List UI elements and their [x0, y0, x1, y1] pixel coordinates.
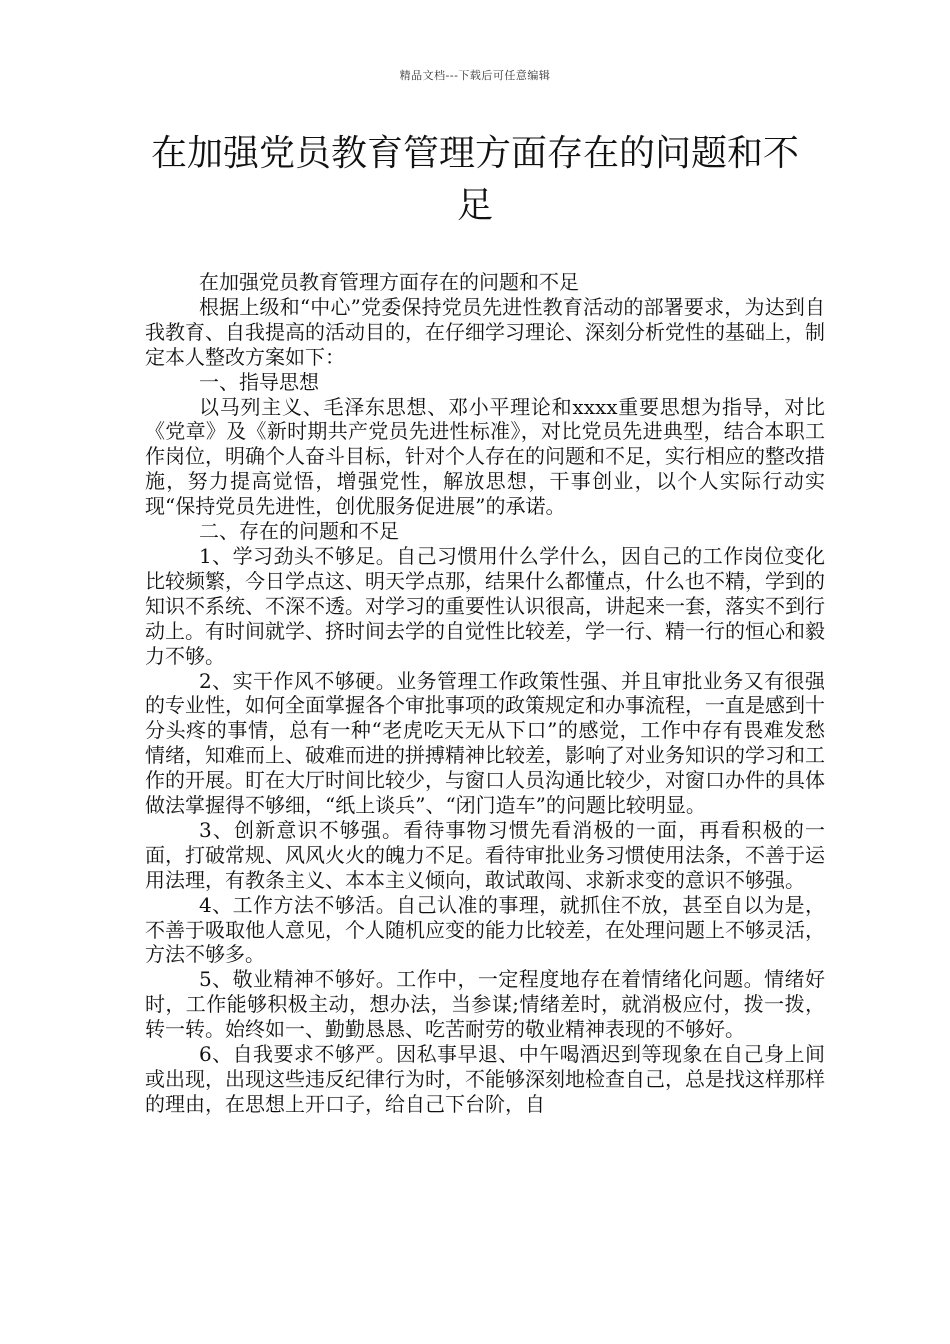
paragraph-intro: 根据上级和“中心”党委保持党员先进性教育活动的部署要求，为达到自我教育、自我提高的活动目的，在仔细学习理论、深刻分析党性的基础上，制定本人整改方案如下：	[145, 294, 825, 369]
paragraph-problem-5: 5、敬业精神不够好。工作中，一定程度地存在着情绪化问题。情绪好时，工作能够积极主动，想办法，当参谋;情绪差时，就消极应付，拨一拨，转一转。始终如一、勤勤恳恳、吃苦耐劳的敬业精神表现的不够好。	[145, 967, 825, 1042]
paragraph-problem-3: 3、创新意识不够强。看待事物习惯先看消极的一面，再看积极的一面，打破常规、风风火火的魄力不足。看待审批业务习惯使用法条，不善于运用法理，有教条主义、本本主义倾向，敢试敢闯、求新求变的意识不够强。	[145, 817, 825, 892]
paragraph-problem-2: 2、实干作风不够硬。业务管理工作政策性强、并且审批业务又有很强的专业性，如何全面掌握各个审批事项的政策规定和办事流程，一直是感到十分头疼的事情，总有一种“老虎吃天无从下口”的感觉，工作中存有畏难发愁情绪，知难而上、破难而进的拼搏精神比较差，影响了对业务知识的学习和工作的开展。盯在大厅时间比较少，与窗口人员沟通比较少，对窗口办件的具体做法掌握得不够细，“纸上谈兵”、“闭门造车”的问题比较明显。	[145, 668, 825, 818]
paragraph-problem-4: 4、工作方法不够活。自己认准的事理，就抓住不放，甚至自以为是，不善于吸取他人意见，个人随机应变的能力比较差，在处理问题上不够灵活，方法不够多。	[145, 892, 825, 967]
section-heading-guiding-thought: 一、指导思想	[199, 369, 319, 394]
header-note: 精品文档---下载后可任意编辑	[399, 69, 551, 82]
document-body	[145, 270, 825, 1117]
section-heading-problems: 二、存在的问题和不足	[199, 519, 399, 544]
paragraph-guiding-thought: 以马列主义、毛泽东思想、邓小平理论和xxxx重要思想为指导，对比《党章》及《新时期共产党员先进性标准》，对比党员先进典型，结合本职工作岗位，明确个人奋斗目标，针对个人存在的问题和不足，实行相应的整改措施，努力提高觉悟，增强党性，解放思想，干事创业，以个人实际行动实现“保持党员先进性，创优服务促进展”的承诺。	[145, 394, 825, 519]
document-title: 在加强党员教育管理方面存在的问题和不足	[150, 133, 799, 226]
paragraph-problem-1: 1、学习劲头不够足。自己习惯用什么学什么，因自己的工作岗位变化比较频繁，今日学点这、明天学点那，结果什么都懂点，什么也不精，学到的知识不系统、不深不透。对学习的重要性认识很高，讲起来一套，落实不到行动上。有时间就学、挤时间去学的自觉性比较差，学一行、精一行的恒心和毅力不够。	[145, 543, 825, 668]
paragraph-problem-6: 6、自我要求不够严。因私事早退、中午喝酒迟到等现象在自己身上间或出现，出现这些违反纪律行为时，不能够深刻地检查自己，总是找这样那样的理由，在思想上开口子，给自己下台阶，自	[145, 1042, 825, 1116]
paragraph-heading-repeat: 在加强党员教育管理方面存在的问题和不足	[199, 270, 579, 294]
